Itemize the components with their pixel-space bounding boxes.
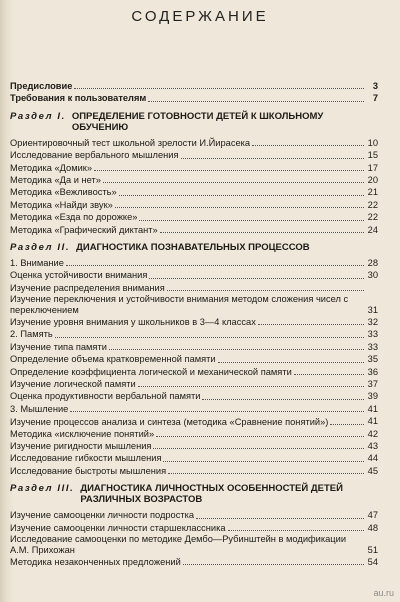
toc-leader [149,278,364,279]
toc-entry-title: Методика «Вежливость» [10,187,117,198]
toc-entry[interactable] [10,428,378,440]
toc-entry-title: Исследование быстроты мышления [10,465,167,476]
toc-entry[interactable] [10,224,378,236]
toc-entry-page: 37 [367,379,378,390]
toc-entry[interactable] [10,149,378,161]
section-label: Раздел I. [10,110,66,122]
toc-entry[interactable] [10,465,378,477]
toc-entry-title: Оценка продуктивности вербальной памяти [10,391,201,402]
toc-entry-title: Изучение уровня внимания у школьников в 3—4 классах [10,317,256,328]
toc-leader [148,101,364,102]
toc-entry-title: Изучение самооценки личности старшеклассника [10,522,226,533]
page-title: СОДЕРЖАНИЕ [131,8,269,25]
toc-entry-title: Изучение типа памяти [10,341,107,352]
section-heading [10,242,378,253]
toc-leader [66,265,364,266]
toc-leader [119,195,364,196]
toc-entry[interactable] [10,80,378,92]
toc-entry-page: 17 [367,162,378,173]
section-title: ОПРЕДЕЛЕНИЕ ГОТОВНОСТИ ДЕТЕЙ К ШКОЛЬНОМУ ОБУЧЕНИЮ [71,110,324,133]
toc-leader [103,182,364,183]
toc-entry-page: 21 [367,187,378,198]
toc-entry[interactable] [10,534,378,556]
section-entries [10,137,378,236]
toc-entry-page: 30 [367,270,378,281]
toc-entry-title: Методика «Езда по дорожке» [10,212,138,223]
toc-entry-page: 41 [367,416,378,427]
toc-entry-page: 22 [367,199,378,210]
toc-entry-page: 20 [367,174,378,185]
toc-entry[interactable] [10,522,378,534]
toc-entry[interactable] [10,316,378,328]
toc-leader [74,88,364,89]
toc-entry-title: Определение коэффициента логической и механической памяти [10,366,292,377]
toc-entry-title: Определение объема кратковременной памяти [10,354,216,365]
toc-entry-title: Изучение распределения внимания [10,282,165,293]
section-heading [10,483,378,505]
toc-entry-page: 33 [367,329,378,340]
toc-entry-page: 42 [367,428,378,439]
toc-leader [181,158,364,159]
toc-entry-page: 47 [367,510,378,521]
toc-leader [109,349,364,350]
toc-leader [138,386,364,387]
toc-entry-title: Требования к пользователям [10,93,147,104]
toc-leader [252,145,364,146]
toc-entry-page: 22 [367,212,378,223]
toc-leader [228,530,364,531]
toc-entry-page: 15 [367,150,378,161]
toc-leader [294,374,364,375]
toc-entry[interactable] [10,211,378,223]
toc-entry[interactable] [10,282,378,294]
toc-leader [167,290,364,291]
toc-entry[interactable] [10,415,378,427]
toc-entry-title: Изучение процессов анализа и синтеза (методика «Сравнение понятий») [10,416,329,427]
toc-entry[interactable] [10,341,378,353]
toc-entry-title: Методика незаконченных предложений [10,556,181,567]
toc-entry-title: 3. Мышление [10,403,69,414]
toc-entry-page: 41 [367,403,378,414]
toc-entry[interactable] [10,328,378,340]
toc-leader [70,411,364,412]
toc-leader [139,220,364,221]
toc-entry-title: Методика «Домик» [10,162,93,173]
toc-entry-page: 51 [367,544,378,555]
toc-entry-page: 54 [367,556,378,567]
toc-entry-title: Методика «Да и нет» [10,174,101,185]
toc [10,80,378,568]
toc-leader [55,337,364,338]
toc-entry[interactable] [10,186,378,198]
toc-leader [202,399,364,400]
toc-entry-page: 33 [367,341,378,352]
toc-entry-title: Методика «Найди звук» [10,199,113,210]
toc-leader [153,448,364,449]
toc-entry[interactable] [10,452,378,464]
toc-entry[interactable] [10,294,378,316]
toc-leader [330,424,364,425]
toc-entry[interactable] [10,378,378,390]
toc-entry-title: Методика «исключение понятий» [10,428,155,439]
toc-entry-title: Исследование вербального мышления [10,150,179,161]
toc-leader [115,207,364,208]
section-entries [10,257,378,477]
toc-entry[interactable] [10,366,378,378]
toc-leader [168,473,364,474]
toc-entry[interactable] [10,92,378,104]
toc-entry[interactable] [10,556,378,568]
toc-entry-title: Оценка устойчивости внимания [10,270,148,281]
section-entries [10,509,378,568]
toc-entry[interactable] [10,440,378,452]
toc-entry-title: Исследование самооценки по методике Дембо—Рубинштейн в модификации А.М. Прихожан [10,533,347,555]
toc-leader [94,170,364,171]
toc-entry[interactable] [10,353,378,365]
toc-entry-page: 43 [367,440,378,451]
toc-entry-page: 39 [367,391,378,402]
toc-entry[interactable] [10,269,378,281]
toc-entry[interactable] [10,509,378,521]
toc-entry-title: Предисловие [10,80,73,91]
toc-entry-page: 3 [372,80,378,91]
toc-entry-title: Изучение логической памяти [10,379,136,390]
section-label: Раздел II. [10,241,71,253]
section-title: ДИАГНОСТИКА ПОЗНАВАТЕЛЬНЫХ ПРОЦЕССОВ [76,241,310,253]
toc-leader [163,461,364,462]
toc-entry-page: 7 [372,93,378,104]
toc-entry-title: Изучение самооценки личности подростка [10,510,195,521]
toc-leader [196,518,364,519]
toc-entry[interactable] [10,174,378,186]
toc-entry[interactable] [10,162,378,174]
toc-entry-title: Изучение переключения и устойчивости внимания методом сложения чисел с переключением [10,294,349,316]
toc-entry-page: 48 [367,522,378,533]
watermark: au.ru [373,588,394,598]
toc-entry-page: 31 [367,304,378,315]
toc-entry[interactable] [10,137,378,149]
toc-entry-title: Методика «Графический диктант» [10,224,158,235]
toc-entry[interactable] [10,199,378,211]
toc-entry-title: Ориентировочный тест школьной зрелости И.Йирасека [10,137,251,148]
toc-leader [160,232,364,233]
toc-entry[interactable] [10,390,378,402]
toc-entry-title: 1. Внимание [10,257,64,268]
section-title: ДИАГНОСТИКА ЛИЧНОСТНЫХ ОСОБЕННОСТЕЙ ДЕТЕЙ РАЗЛИЧНЫХ ВОЗРАСТОВ [80,483,343,506]
toc-entry-page: 32 [367,317,378,328]
toc-leader [218,362,364,363]
toc-entry-page: 44 [367,453,378,464]
toc-leader [258,324,364,325]
toc-entry-page: 35 [367,354,378,365]
toc-entry[interactable] [10,403,378,415]
toc-entry-title: Исследование гибкости мышления [10,453,162,464]
toc-entry[interactable] [10,257,378,269]
toc-leader [156,436,364,437]
toc-entry-page: 28 [367,257,378,268]
toc-entry-title: 2. Память [10,329,53,340]
section-heading [10,111,378,133]
toc-entry-page: 24 [367,224,378,235]
toc-entry-page: 45 [367,465,378,476]
section-label: Раздел III. [10,483,75,495]
toc-entry-title: Изучение ригидности мышления [10,440,152,451]
toc-entry-page: 36 [367,366,378,377]
toc-entry-page: 10 [367,137,378,148]
toc-leader [183,564,364,565]
